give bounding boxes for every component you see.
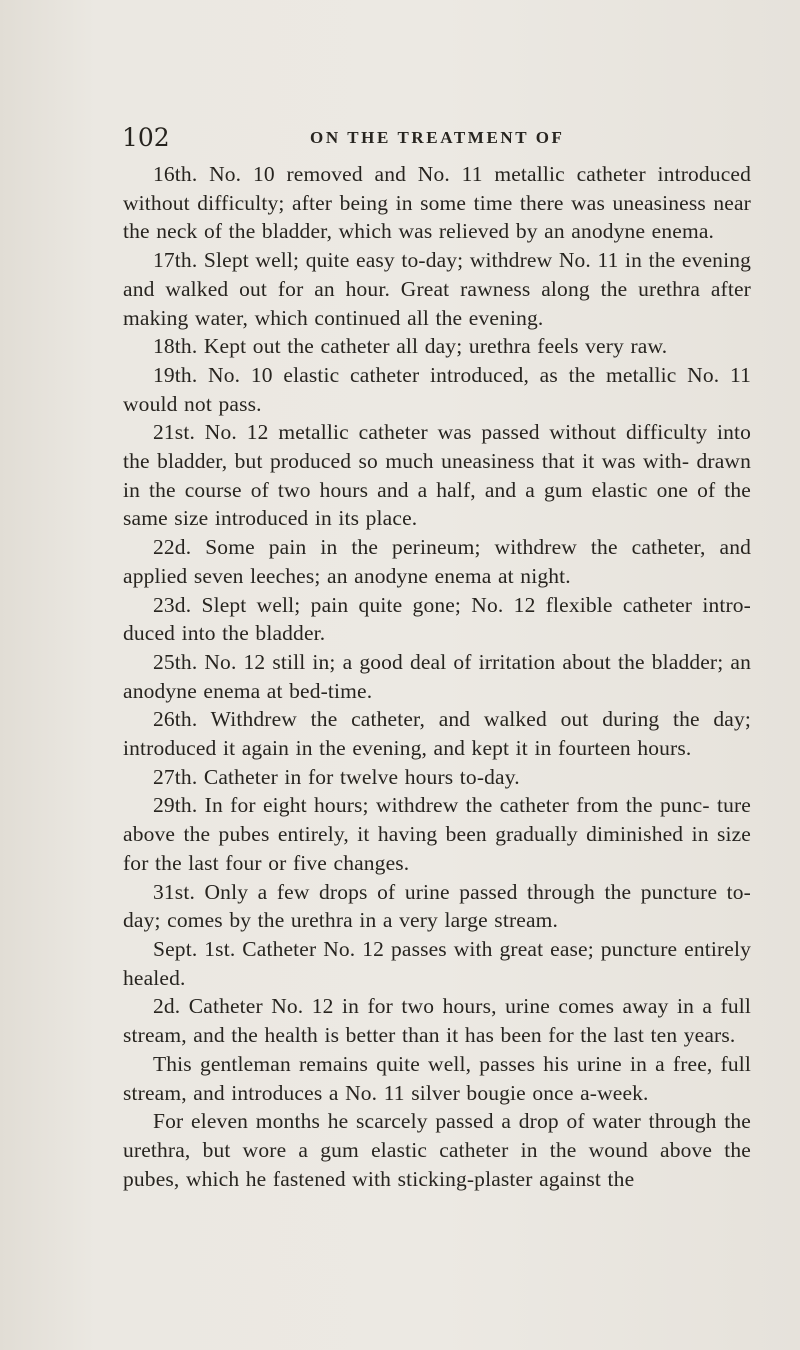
paragraph-eleven-months: For eleven months he scarcely passed a drop of water through the urethra, but wore a gum elastic catheter in the wound above the pubes, which he fastened with sticking-plaster against the bbox=[123, 1109, 751, 1191]
paragraph-17th: 17th. Slept well; quite easy to-day; withdrew No. 11 in the evening and walked out for an hour. Great rawness along the urethra after making water, which continued all the evening. bbox=[123, 248, 751, 330]
body-text bbox=[123, 160, 751, 1193]
paragraph-26th: 26th. Withdrew the catheter, and walked out during the day; introduced it again in the evening, and kept it in fourteen hours. bbox=[123, 707, 751, 761]
running-head: ON THE TREATMENT OF bbox=[310, 128, 565, 147]
paragraph-sept-1st: Sept. 1st. Catheter No. 12 passes with great ease; puncture entirely healed. bbox=[123, 936, 751, 990]
page-header bbox=[122, 125, 752, 151]
paragraph-22d: 22d. Some pain in the perineum; withdrew the catheter, and applied seven leeches; an anodyne enema at night. bbox=[123, 535, 751, 588]
page-number: 102 bbox=[122, 123, 170, 152]
paragraph-25th: 25th. No. 12 still in; a good deal of irritation about the bladder; an anodyne enema at bed-time. bbox=[123, 649, 751, 703]
paragraph-27th: 27th. Catheter in for twelve hours to-day. bbox=[153, 764, 520, 789]
paragraph-16th: 16th. No. 10 removed and No. 11 metallic catheter introduced without difficulty; after being in some time there was uneasiness near the neck of the bladder, which was relieved by an anodyne enema. bbox=[123, 162, 751, 244]
paragraph-31st: 31st. Only a few drops of urine passed through the puncture to-day; comes by the urethra in a very large stream. bbox=[123, 879, 751, 933]
paragraph-gentleman-remains: This gentleman remains quite well, passes his urine in a free, full stream, and introduces a No. 11 silver bougie once a-week. bbox=[123, 1051, 751, 1105]
paragraph-23d: 23d. Slept well; pain quite gone; No. 12 flexible catheter intro- duced into the bladder. bbox=[123, 592, 751, 646]
paragraph-29th: 29th. In for eight hours; withdrew the catheter from the punc- ture above the pubes entirely, it having been gradually diminished in size for the last four or five changes. bbox=[123, 793, 751, 875]
paragraph-21st: 21st. No. 12 metallic catheter was passed without difficulty into the bladder, but produced so much uneasiness that it was with- drawn in the course of two hours and a half, and a gum elastic one of the same size introduced in its place. bbox=[123, 420, 751, 531]
paragraph-18th: 18th. Kept out the catheter all day; urethra feels very raw. bbox=[153, 334, 668, 359]
paragraph-2d: 2d. Catheter No. 12 in for two hours, urine comes away in a full stream, and the health is better than it has been for the last ten years. bbox=[123, 994, 751, 1048]
paragraph-19th: 19th. No. 10 elastic catheter introduced, as the metallic No. 11 would not pass. bbox=[123, 362, 751, 416]
